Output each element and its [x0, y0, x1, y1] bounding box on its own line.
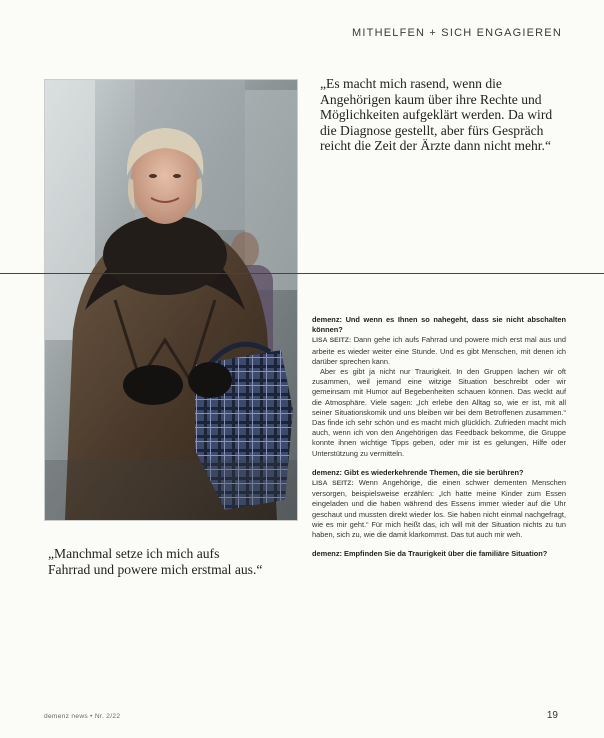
portrait-photo	[44, 79, 298, 521]
question-2	[312, 468, 566, 478]
question-speaker: demenz:	[312, 467, 342, 477]
answer-text: Wenn Angehörige, die einen schwer dementen Menschen versorgen, beispielsweise erzählen: „Ich hatte meine Kinder zum Essen eingeladen und die haben während des Essens immer wieder auf die Uhr geschaut und mussten direkt wieder los. Sie haben nicht einmal nachgefragt, wie es mir geht.“ Für mich heißt das, ich will mit der Situation nichts zu tun haben, sich zu, wie die damit klarkommst. Das tut auch mir weh.	[312, 478, 567, 540]
pull-quote-bottom: „Manchmal setze ich mich aufs Fahrrad und powere mich erstmal aus.“	[48, 546, 263, 577]
section-label: MITHELFEN + SICH ENGAGIEREN	[352, 27, 562, 39]
question-speaker: demenz:	[312, 549, 342, 559]
page-number: 19	[546, 710, 558, 721]
question-1	[312, 315, 566, 335]
question-text: Gibt es wiederkehrende Themen, die sie berühren?	[341, 467, 524, 477]
divider-line	[0, 273, 604, 274]
question-text: Empfinden Sie da Traurigkeit über die familiäre Situation?	[341, 549, 548, 559]
answer-1b: Aber es gibt ja nicht nur Traurigkeit. In den Gruppen lachen wir oft zusammen, weil jemand eine witzige Situation beschreibt oder wir gemeinsam mit Humor auf Begebenheiten schauen können. Das weckt auf die Atmosphäre. Viele sagen: „Ich erlebe den Alltag so, wie er ist, mit all seiner Situationskomik und uns bleiben wir bei dem Betroffenen zusammen.“ Das finde ich sehr schön und es macht mich glücklich. Zufrieden macht mich auch, wenn ich von den Angehörigen das Feedback bekomme, die Gruppe konnte ihnen wichtige Tipps geben, oder mir ist es gelungen, Hilfe oder Unterstützung zu vermitteln.	[312, 367, 566, 458]
answer-2	[312, 478, 566, 540]
answer-text: Dann gehe ich aufs Fahrrad und powere mich erst mal aus und arbeite es wieder weiter eine Stunde. Und es gibt Menschen, mit denen ich darüber sprechen kann.	[312, 335, 566, 366]
answer-speaker: LISA SEITZ:	[312, 337, 352, 345]
question-text: Und wenn es Ihnen so nahegeht, dass sie nicht abschalten können?	[312, 315, 566, 335]
question-3	[312, 549, 566, 559]
answer-1	[312, 335, 566, 367]
question-speaker: demenz:	[312, 315, 342, 324]
answer-speaker: LISA SEITZ:	[312, 480, 354, 488]
interview-text	[312, 315, 566, 559]
footer-magazine: demenz news • Nr. 2/22	[44, 713, 121, 720]
pull-quote-top: „Es macht mich rasend, wenn die Angehörigen kaum über ihre Rechte und Möglichkeiten aufgeklärt werden. Da wird die Diagnose gestellt, aber fürs Gespräch reicht die Zeit der Ärzte dann nicht mehr.“	[320, 76, 553, 154]
